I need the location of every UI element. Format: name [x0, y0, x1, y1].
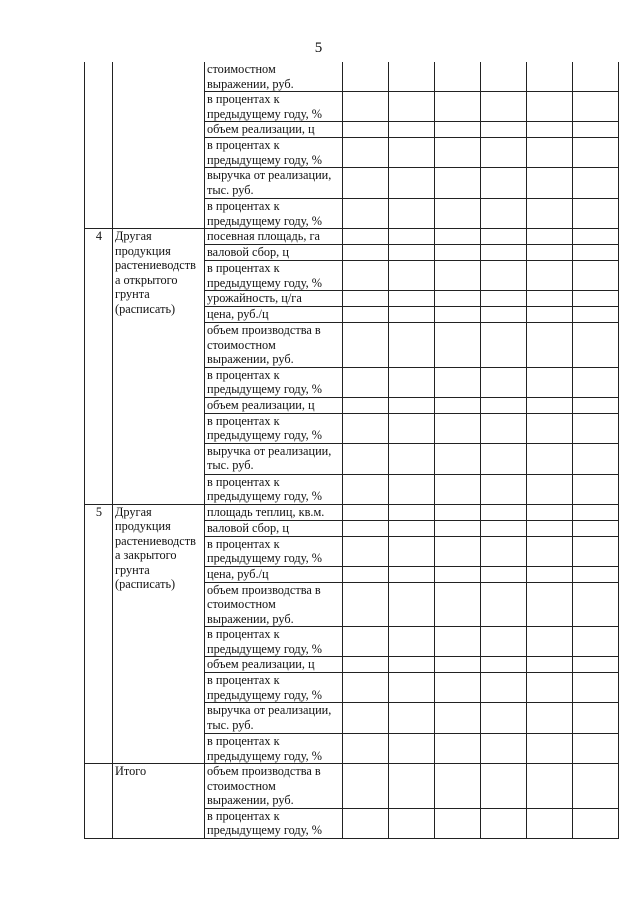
value-cell[interactable] — [527, 397, 573, 413]
value-cell[interactable] — [573, 291, 619, 307]
section-number-cell: 4 — [85, 229, 113, 505]
value-cell[interactable] — [527, 657, 573, 673]
value-cell[interactable] — [481, 566, 527, 582]
value-cell[interactable] — [527, 566, 573, 582]
value-cell[interactable] — [573, 92, 619, 122]
value-cell[interactable] — [573, 627, 619, 657]
section-name-cell — [113, 504, 205, 764]
value-cell[interactable] — [435, 808, 481, 838]
value-cell[interactable] — [481, 62, 527, 92]
section-name-line: растениеводств — [115, 533, 196, 548]
value-cell[interactable] — [527, 229, 573, 245]
value-cell[interactable] — [343, 229, 389, 245]
value-cell[interactable] — [389, 808, 435, 838]
value-cell[interactable] — [389, 703, 435, 734]
value-cell[interactable] — [435, 245, 481, 261]
value-cell[interactable] — [389, 504, 435, 520]
value-cell[interactable] — [573, 307, 619, 323]
value-cell[interactable] — [481, 168, 527, 199]
indicator-cell: объем реализации, ц — [205, 397, 343, 413]
value-cell[interactable] — [573, 703, 619, 734]
value-cell[interactable] — [481, 520, 527, 536]
value-cell[interactable] — [527, 261, 573, 291]
section-name-line: (расписать) — [115, 301, 176, 316]
indicator-cell: объем производства в стоимостном выражении, руб. — [205, 764, 343, 809]
value-cell[interactable] — [527, 122, 573, 138]
value-cell[interactable] — [527, 673, 573, 703]
section-name-line: Другая — [115, 504, 152, 519]
table-row — [85, 62, 619, 92]
value-cell[interactable] — [435, 291, 481, 307]
value-cell[interactable] — [343, 673, 389, 703]
value-cell[interactable] — [527, 62, 573, 92]
value-cell[interactable] — [389, 307, 435, 323]
value-cell[interactable] — [389, 199, 435, 229]
value-cell[interactable] — [389, 122, 435, 138]
value-cell[interactable] — [573, 764, 619, 809]
value-cell[interactable] — [527, 199, 573, 229]
indicator-cell: урожайность, ц/га — [205, 291, 343, 307]
value-cell[interactable] — [435, 397, 481, 413]
value-cell[interactable] — [435, 138, 481, 168]
value-cell[interactable] — [573, 536, 619, 566]
value-cell[interactable] — [527, 474, 573, 504]
value-cell[interactable] — [481, 245, 527, 261]
indicator-cell: в процентах к предыдущему году, % — [205, 138, 343, 168]
value-cell[interactable] — [389, 367, 435, 397]
value-cell[interactable] — [343, 657, 389, 673]
value-cell[interactable] — [389, 657, 435, 673]
value-cell[interactable] — [481, 808, 527, 838]
section-name-line: а закрытого — [115, 548, 177, 562]
value-cell[interactable] — [527, 367, 573, 397]
value-cell[interactable] — [343, 764, 389, 809]
value-cell[interactable] — [481, 582, 527, 627]
indicator-cell: в процентах к предыдущему году, % — [205, 413, 343, 443]
value-cell[interactable] — [527, 323, 573, 368]
value-cell[interactable] — [343, 474, 389, 504]
value-cell[interactable] — [389, 245, 435, 261]
value-cell[interactable] — [343, 627, 389, 657]
section-number-cell — [85, 62, 113, 229]
section-name-cell — [113, 229, 205, 505]
value-cell[interactable] — [573, 229, 619, 245]
indicator-cell: выручка от реализации, тыс. руб. — [205, 703, 343, 734]
value-cell[interactable] — [435, 520, 481, 536]
value-cell[interactable] — [343, 62, 389, 92]
page-number: 5 — [314, 40, 323, 56]
indicator-cell: в процентах к предыдущему году, % — [205, 808, 343, 838]
value-cell[interactable] — [481, 734, 527, 764]
value-cell[interactable] — [435, 323, 481, 368]
indicator-cell: валовой сбор, ц — [205, 245, 343, 261]
value-cell[interactable] — [481, 474, 527, 504]
indicator-cell: посевная площадь, га — [205, 229, 343, 245]
value-cell[interactable] — [481, 397, 527, 413]
value-cell[interactable] — [389, 443, 435, 474]
value-cell[interactable] — [389, 734, 435, 764]
value-cell[interactable] — [527, 808, 573, 838]
indicator-cell: в процентах к предыдущему году, % — [205, 261, 343, 291]
value-cell[interactable] — [389, 291, 435, 307]
value-cell[interactable] — [389, 92, 435, 122]
table-row — [85, 229, 619, 245]
value-cell[interactable] — [573, 62, 619, 92]
value-cell[interactable] — [435, 734, 481, 764]
value-cell[interactable] — [389, 323, 435, 368]
value-cell[interactable] — [527, 92, 573, 122]
value-cell[interactable] — [527, 582, 573, 627]
value-cell[interactable] — [389, 229, 435, 245]
value-cell[interactable] — [573, 734, 619, 764]
value-cell[interactable] — [389, 566, 435, 582]
indicator-cell: площадь теплиц, кв.м. — [205, 504, 343, 520]
section-name-cell — [113, 62, 205, 229]
value-cell[interactable] — [435, 657, 481, 673]
value-cell[interactable] — [343, 245, 389, 261]
value-cell[interactable] — [573, 504, 619, 520]
value-cell[interactable] — [435, 566, 481, 582]
indicator-cell: в процентах к предыдущему году, % — [205, 199, 343, 229]
value-cell[interactable] — [481, 627, 527, 657]
indicator-cell: цена, руб./ц — [205, 566, 343, 582]
value-cell[interactable] — [573, 138, 619, 168]
value-cell[interactable] — [435, 168, 481, 199]
value-cell[interactable] — [527, 443, 573, 474]
indicator-cell: в процентах к предыдущему году, % — [205, 627, 343, 657]
value-cell[interactable] — [343, 122, 389, 138]
value-cell[interactable] — [481, 229, 527, 245]
value-cell[interactable] — [435, 229, 481, 245]
indicator-cell: в процентах к предыдущему году, % — [205, 734, 343, 764]
value-cell[interactable] — [573, 520, 619, 536]
value-cell[interactable] — [573, 566, 619, 582]
value-cell[interactable] — [389, 261, 435, 291]
indicator-cell: объем реализации, ц — [205, 122, 343, 138]
value-cell[interactable] — [435, 62, 481, 92]
value-cell[interactable] — [343, 413, 389, 443]
value-cell[interactable] — [573, 413, 619, 443]
value-cell[interactable] — [435, 504, 481, 520]
value-cell[interactable] — [481, 367, 527, 397]
section-name-line: а открытого — [115, 272, 178, 287]
value-cell[interactable] — [573, 673, 619, 703]
indicator-cell: выручка от реализации, тыс. руб. — [205, 443, 343, 474]
value-cell[interactable] — [527, 413, 573, 443]
value-cell[interactable] — [573, 168, 619, 199]
indicator-cell: выручка от реализации, тыс. руб. — [205, 168, 343, 199]
section-name-line: Итого — [115, 764, 147, 778]
indicator-cell: объем реализации, ц — [205, 657, 343, 673]
value-cell[interactable] — [343, 536, 389, 566]
value-cell[interactable] — [481, 261, 527, 291]
section-name-line: Другая — [115, 229, 152, 243]
value-cell[interactable] — [527, 307, 573, 323]
value-cell[interactable] — [481, 504, 527, 520]
value-cell[interactable] — [481, 307, 527, 323]
value-cell[interactable] — [527, 520, 573, 536]
value-cell[interactable] — [527, 734, 573, 764]
value-cell[interactable] — [573, 245, 619, 261]
value-cell[interactable] — [343, 566, 389, 582]
section-name-line: грунта — [115, 287, 150, 301]
value-cell[interactable] — [343, 703, 389, 734]
value-cell[interactable] — [435, 582, 481, 627]
indicator-cell: в процентах к предыдущему году, % — [205, 367, 343, 397]
indicator-cell: в процентах к предыдущему году, % — [205, 536, 343, 566]
value-cell[interactable] — [573, 657, 619, 673]
value-cell[interactable] — [343, 397, 389, 413]
value-cell[interactable] — [435, 443, 481, 474]
value-cell[interactable] — [389, 413, 435, 443]
value-cell[interactable] — [573, 397, 619, 413]
value-cell[interactable] — [343, 323, 389, 368]
table-row — [85, 504, 619, 520]
section-name-line: растениеводств — [115, 258, 196, 272]
indicator-cell: в процентах к предыдущему году, % — [205, 92, 343, 122]
value-cell[interactable] — [343, 92, 389, 122]
value-cell[interactable] — [435, 199, 481, 229]
value-cell[interactable] — [389, 474, 435, 504]
value-cell[interactable] — [435, 92, 481, 122]
value-cell[interactable] — [343, 734, 389, 764]
value-cell[interactable] — [435, 413, 481, 443]
value-cell[interactable] — [435, 764, 481, 809]
value-cell[interactable] — [343, 504, 389, 520]
value-cell[interactable] — [527, 245, 573, 261]
value-cell[interactable] — [435, 627, 481, 657]
value-cell[interactable] — [343, 138, 389, 168]
value-cell[interactable] — [435, 673, 481, 703]
value-cell[interactable] — [527, 138, 573, 168]
value-cell[interactable] — [343, 520, 389, 536]
section-number-cell — [85, 764, 113, 839]
value-cell[interactable] — [389, 582, 435, 627]
value-cell[interactable] — [527, 536, 573, 566]
value-cell[interactable] — [343, 168, 389, 199]
value-cell[interactable] — [573, 367, 619, 397]
value-cell[interactable] — [435, 367, 481, 397]
report-table — [84, 62, 619, 839]
value-cell[interactable] — [481, 122, 527, 138]
value-cell[interactable] — [573, 199, 619, 229]
value-cell[interactable] — [435, 307, 481, 323]
value-cell[interactable] — [435, 474, 481, 504]
indicator-cell: валовой сбор, ц — [205, 520, 343, 536]
value-cell[interactable] — [389, 62, 435, 92]
value-cell[interactable] — [481, 138, 527, 168]
value-cell[interactable] — [481, 536, 527, 566]
value-cell[interactable] — [481, 199, 527, 229]
value-cell[interactable] — [481, 323, 527, 368]
value-cell[interactable] — [435, 122, 481, 138]
table-row — [85, 764, 619, 809]
value-cell[interactable] — [573, 323, 619, 368]
value-cell[interactable] — [527, 504, 573, 520]
indicator-cell: стоимостном выражении, руб. — [205, 62, 343, 92]
indicator-cell: объем производства в стоимостном выражении, руб. — [205, 323, 343, 368]
value-cell[interactable] — [573, 443, 619, 474]
section-name-line: продукция — [115, 243, 171, 258]
value-cell[interactable] — [389, 397, 435, 413]
value-cell[interactable] — [343, 808, 389, 838]
value-cell[interactable] — [481, 291, 527, 307]
value-cell[interactable] — [573, 261, 619, 291]
value-cell[interactable] — [527, 168, 573, 199]
value-cell[interactable] — [527, 764, 573, 809]
value-cell[interactable] — [481, 413, 527, 443]
value-cell[interactable] — [343, 367, 389, 397]
value-cell[interactable] — [435, 261, 481, 291]
value-cell[interactable] — [573, 474, 619, 504]
value-cell[interactable] — [527, 703, 573, 734]
value-cell[interactable] — [573, 122, 619, 138]
value-cell[interactable] — [481, 443, 527, 474]
indicator-cell: объем производства в стоимостном выражении, руб. — [205, 582, 343, 627]
indicator-cell: в процентах к предыдущему году, % — [205, 673, 343, 703]
indicator-cell: цена, руб./ц — [205, 307, 343, 323]
value-cell[interactable] — [389, 764, 435, 809]
value-cell[interactable] — [435, 703, 481, 734]
value-cell[interactable] — [527, 627, 573, 657]
value-cell[interactable] — [343, 307, 389, 323]
value-cell[interactable] — [481, 673, 527, 703]
section-name-line: грунта — [115, 562, 150, 577]
section-name-line: продукция — [115, 519, 171, 533]
value-cell[interactable] — [481, 657, 527, 673]
indicator-cell: в процентах к предыдущему году, % — [205, 474, 343, 504]
value-cell[interactable] — [573, 582, 619, 627]
value-cell[interactable] — [343, 199, 389, 229]
value-cell[interactable] — [527, 291, 573, 307]
value-cell[interactable] — [573, 808, 619, 838]
value-cell[interactable] — [389, 673, 435, 703]
value-cell[interactable] — [343, 582, 389, 627]
section-name-cell — [113, 764, 205, 839]
value-cell[interactable] — [481, 703, 527, 734]
value-cell[interactable] — [435, 536, 481, 566]
section-name-line: (расписать) — [115, 577, 176, 591]
value-cell[interactable] — [389, 138, 435, 168]
value-cell[interactable] — [389, 536, 435, 566]
value-cell[interactable] — [343, 291, 389, 307]
value-cell[interactable] — [389, 168, 435, 199]
value-cell[interactable] — [343, 261, 389, 291]
value-cell[interactable] — [343, 443, 389, 474]
report-table-body — [85, 62, 619, 838]
value-cell[interactable] — [481, 92, 527, 122]
value-cell[interactable] — [389, 627, 435, 657]
value-cell[interactable] — [481, 764, 527, 809]
section-number-cell: 5 — [85, 504, 113, 764]
value-cell[interactable] — [389, 520, 435, 536]
